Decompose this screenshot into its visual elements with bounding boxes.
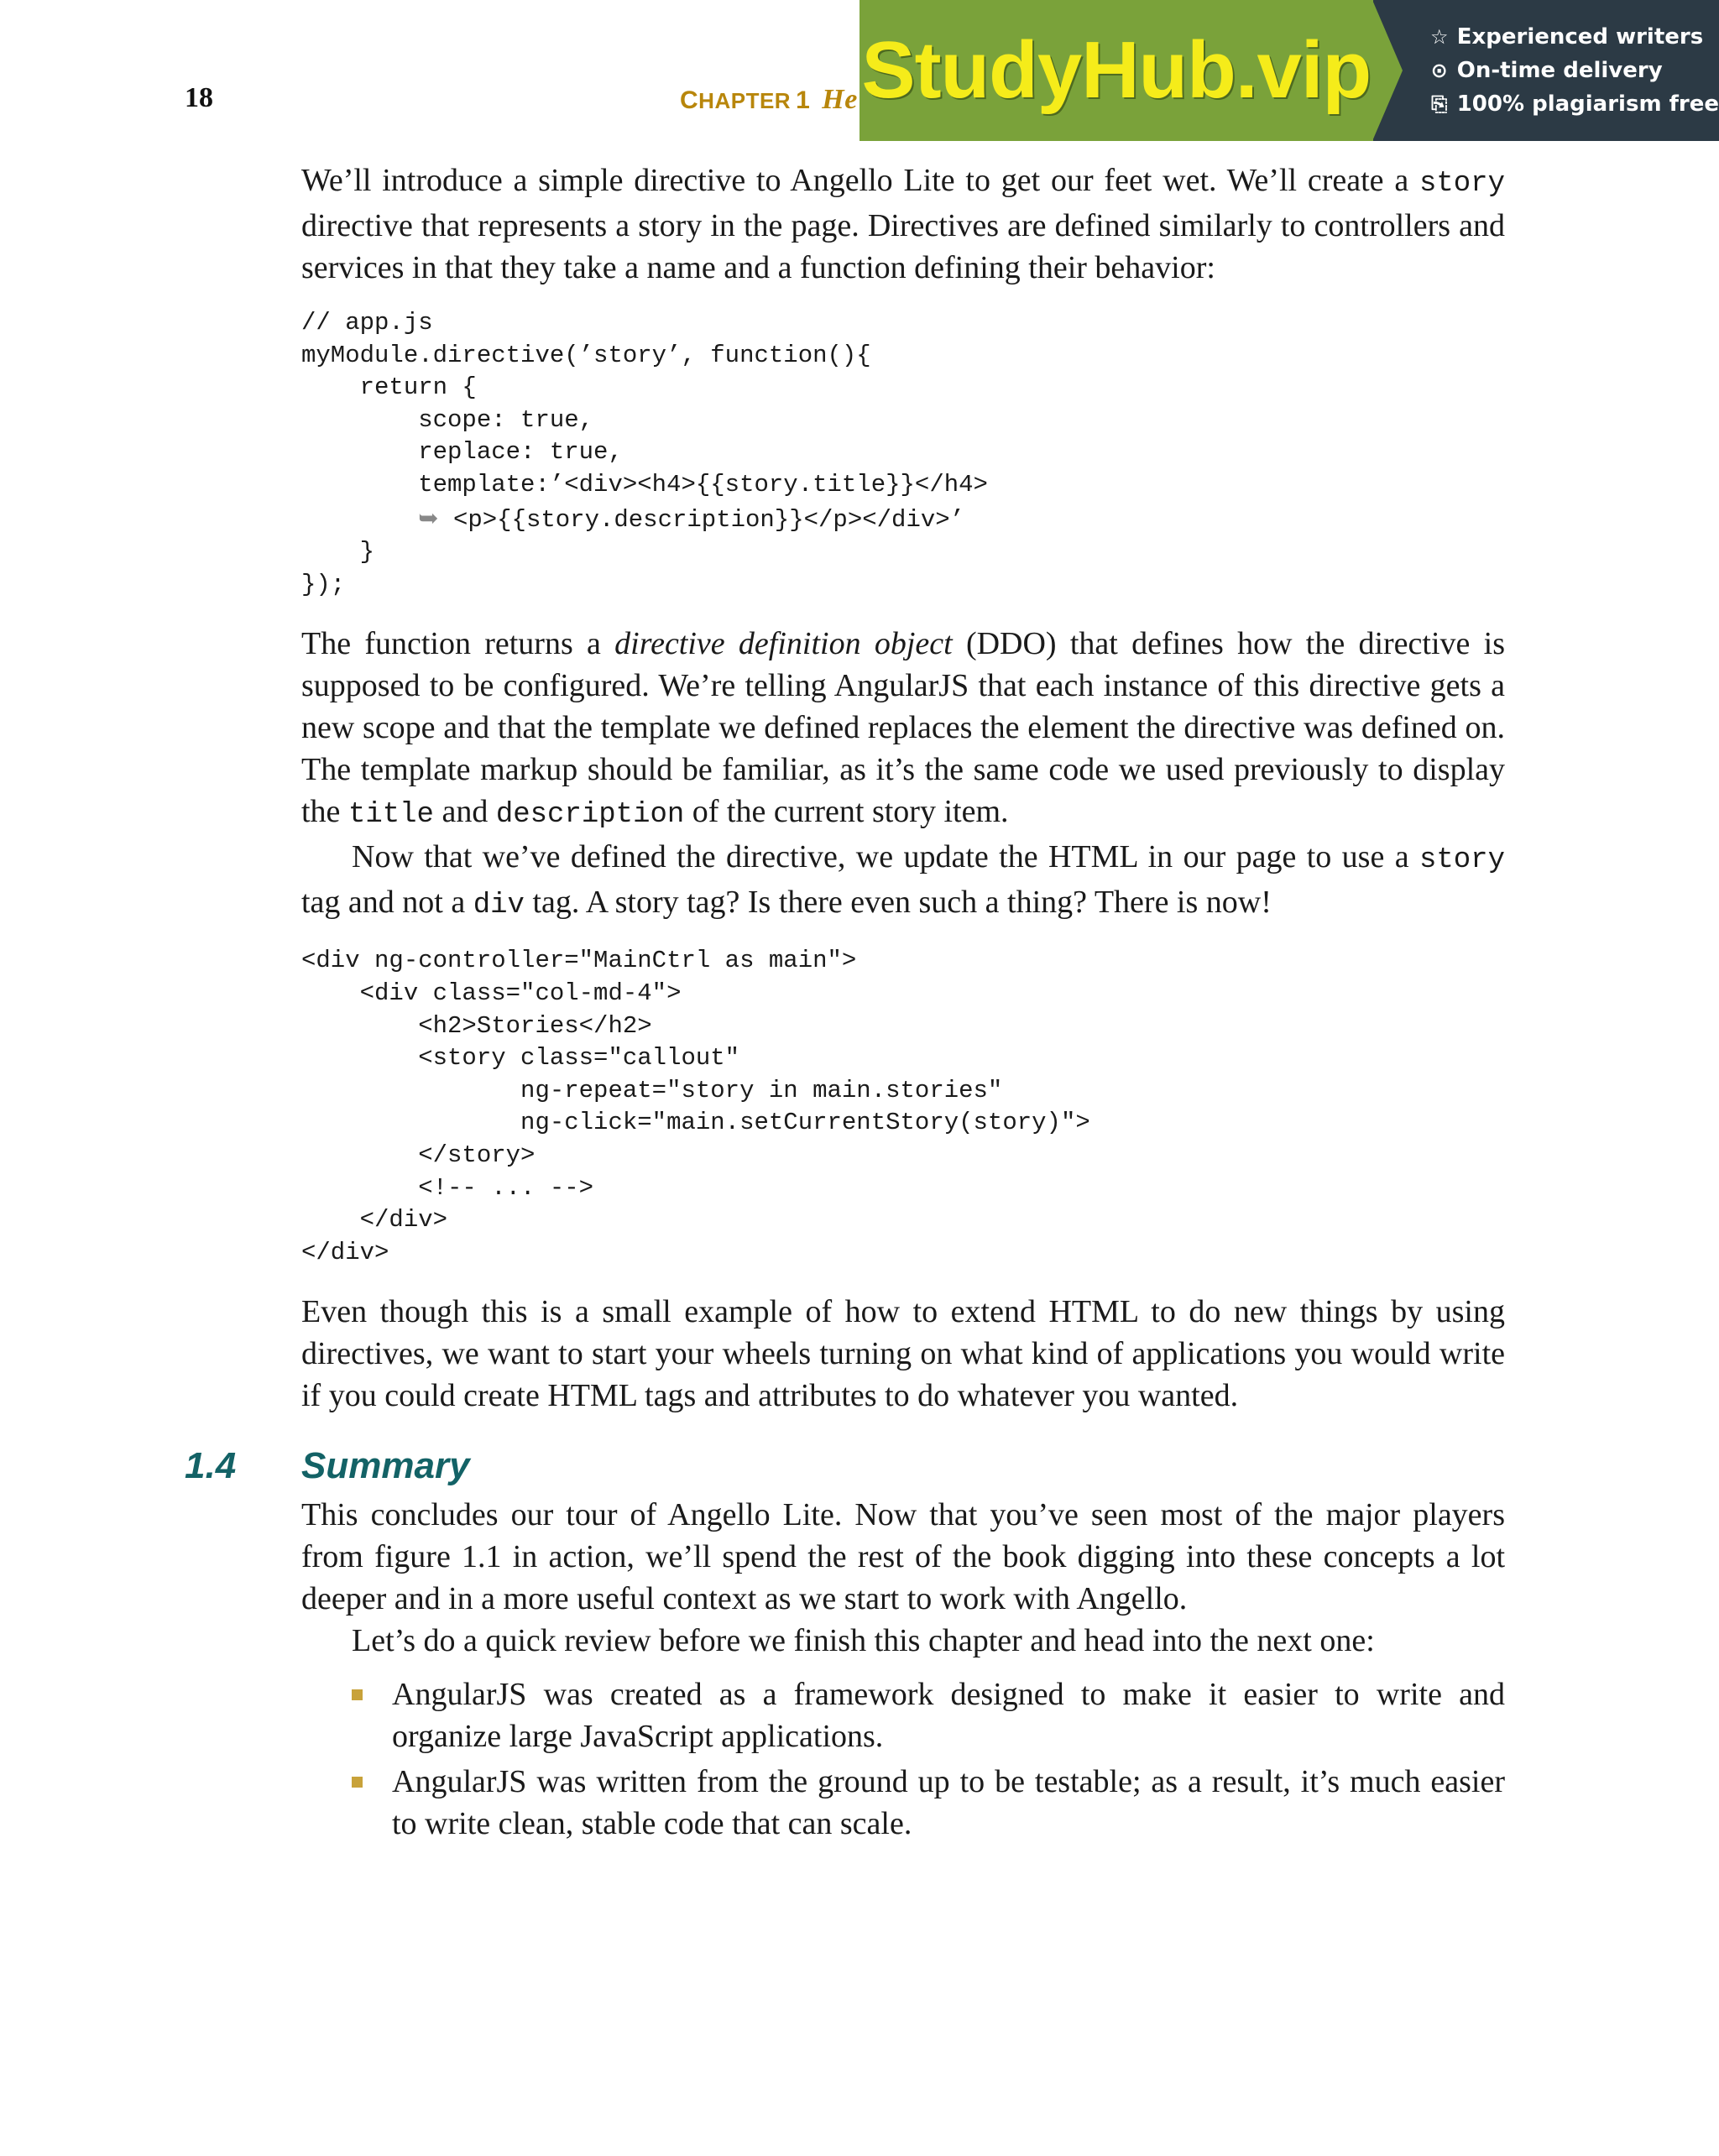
paragraph-ddo (301, 623, 1505, 836)
inline-code: div (473, 890, 525, 922)
clock-icon: ⊙ (1430, 59, 1448, 82)
studyhub-logo[interactable]: StudyHub.vip (861, 25, 1372, 115)
code-line: ng-click="main.setCurrentStory(story)"> (301, 1109, 1090, 1137)
code-line: <div ng-controller="MainCtrl as main"> (301, 947, 857, 975)
list-item-text: AngularJS was created as a framework designed to make it easier to write and organize large JavaScript applications. (392, 1677, 1505, 1755)
code-line: } (301, 538, 375, 566)
paragraph-intro (301, 159, 1505, 289)
paragraph-summary: This concludes our tour of Angello Lite. Now that you’ve seen most of the major players from figure 1.1 in action, we’ll spend the rest of the book digging into these concepts a lot deeper and in a more useful context as we start to work with Angello. (301, 1497, 1505, 1617)
code-line: replace: true, (301, 438, 623, 467)
code-line: ng-repeat="story in main.stories" (301, 1076, 1003, 1104)
inline-code: story (1419, 168, 1505, 200)
page-body (185, 159, 1505, 1848)
chapter-label: HAPTER (698, 88, 792, 113)
banner-feature-text: On-time delivery (1456, 58, 1663, 83)
code-line: <!-- ... --> (301, 1173, 594, 1202)
code-line: </div> (301, 1206, 448, 1235)
summary-bullet-list (301, 1673, 1505, 1845)
code-listing-html (301, 945, 1505, 1269)
square-bullet-icon (352, 1777, 363, 1788)
banner-feature-delivery (1429, 58, 1719, 83)
code-line: </story> (301, 1141, 536, 1169)
chapter-number: 1 (796, 86, 811, 114)
inline-code: description (495, 799, 685, 832)
banner-feature-text: 100% plagiarism free (1456, 91, 1719, 117)
code-line: myModule.directive(’story’, function(){ (301, 341, 871, 369)
code-line: }); (301, 570, 346, 598)
list-item-text: AngularJS was written from the ground up to be testable; as a result, it’s much easier to write clean, stable code that can scale. (392, 1764, 1505, 1842)
star-outline-icon: ☆ (1429, 25, 1449, 49)
section-number: 1.4 (185, 1445, 237, 1487)
banner-feature-text: Experienced writers (1456, 24, 1704, 50)
text-run: Now that we’ve defined the directive, we update the HTML in our page to use a (352, 839, 1419, 875)
code-line: return { (301, 373, 477, 402)
code-line: <p>{{story.description}}</p></div>’ (438, 505, 965, 534)
text-run: We’ll introduce a simple directive to Angello Lite to get our feet wet. We’ll create a (301, 163, 1419, 198)
paragraph-extend-html: Even though this is a small example of how to extend HTML to do new things by using directives, we want to start your wheels turning on what kind of applications you would write if you could create HTML tags and attributes to do whatever you wanted. (301, 1294, 1505, 1414)
code-line: </div> (301, 1238, 389, 1266)
list-item (301, 1673, 1505, 1757)
text-run: directive that represents a story in the page. Directives are defined similarly to controllers and services in that they take a name and a function defining their behavior: (301, 208, 1505, 285)
inline-code: title (347, 799, 434, 832)
running-chapter-header (680, 84, 858, 116)
code-line: template:’<div><h4>{{story.title}}</h4> (301, 470, 988, 499)
emphasis-term: directive definition object (614, 626, 953, 662)
line-continuation-arrow-icon: ➥ (418, 503, 439, 532)
code-line: <story class="callout" (301, 1044, 740, 1073)
chapter-label-initial: C (680, 86, 699, 114)
text-run: (DDO) that defines how the directive is supposed to be configured. We’re telling AngularJS that each instance of this directive gets a new scope and that the template we defined replaces the element the directive was defined on. The template markup should be familiar, as it’s the same code we used previously to display the (301, 626, 1505, 830)
section-heading (185, 1442, 1505, 1494)
text-run: tag and not a (301, 885, 473, 921)
banner-features-panel (1373, 0, 1719, 141)
banner-feature-writers (1429, 24, 1719, 50)
text-run: and (433, 794, 496, 830)
page-number: 18 (185, 82, 213, 113)
code-line: <h2>Stories</h2> (301, 1011, 652, 1040)
list-item (301, 1761, 1505, 1845)
paragraph-review: Let’s do a quick review before we finish this chapter and head into the next one: (352, 1623, 1375, 1659)
studyhub-banner[interactable] (860, 0, 1719, 141)
chapter-title-fragment: He (822, 84, 858, 115)
section-title: Summary (301, 1445, 470, 1487)
code-line: // app.js (301, 309, 433, 337)
text-run: tag. A story tag? Is there even such a thing? There is now! (524, 885, 1272, 921)
banner-logo-panel[interactable] (860, 0, 1373, 141)
square-bullet-icon (352, 1689, 363, 1700)
copy-document-icon: ⎘ (1431, 92, 1448, 116)
code-line: <div class="col-md-4"> (301, 979, 682, 1007)
code-listing-directive (301, 307, 1505, 601)
inline-code: story (1419, 844, 1505, 877)
code-line: scope: true, (301, 405, 594, 434)
text-run: of the current story item. (684, 794, 1009, 830)
paragraph-story-tag (301, 836, 1505, 927)
banner-feature-plagiarism (1429, 91, 1719, 117)
text-run: The function returns a (301, 626, 615, 662)
